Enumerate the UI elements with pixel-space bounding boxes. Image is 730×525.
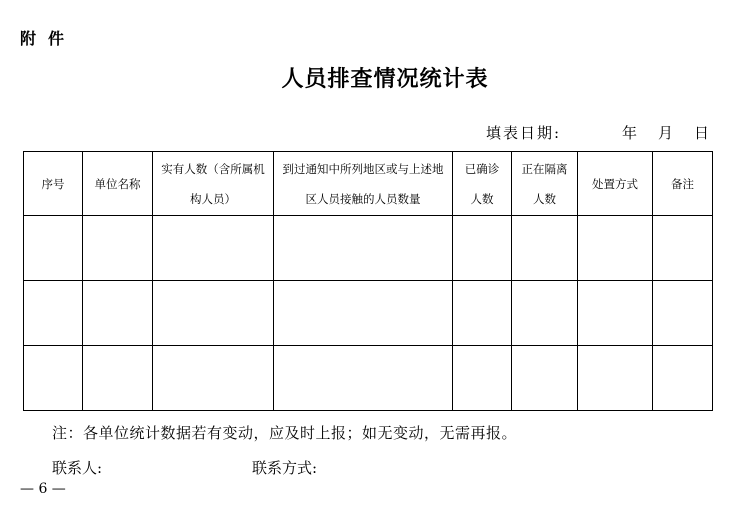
page-title: 人员排查情况统计表: [281, 66, 489, 92]
table-cell[interactable]: [512, 346, 578, 411]
table-cell[interactable]: [24, 346, 83, 411]
table-cell[interactable]: [274, 346, 453, 411]
table-cell[interactable]: [578, 216, 653, 281]
page-number: — 6 —: [20, 481, 66, 497]
table-row: [24, 346, 713, 411]
table-cell[interactable]: [83, 216, 153, 281]
contact-person-label: 联系人:: [52, 459, 103, 477]
contact-method-label: 联系方式:: [252, 459, 318, 477]
table-cell[interactable]: [453, 346, 512, 411]
table-cell[interactable]: [24, 281, 83, 346]
table-row: [24, 281, 713, 346]
header-handling-method: 处置方式: [578, 152, 653, 216]
table-cell[interactable]: [83, 346, 153, 411]
table-cell[interactable]: [274, 216, 453, 281]
table-cell[interactable]: [24, 216, 83, 281]
fill-date-row: [486, 122, 709, 143]
table-cell[interactable]: [653, 281, 713, 346]
table-cell[interactable]: [578, 281, 653, 346]
header-unit-name: 单位名称: [83, 152, 153, 216]
table-cell[interactable]: [153, 281, 274, 346]
table-row: [24, 216, 713, 281]
header-remarks: 备注: [653, 152, 713, 216]
statistics-table: [23, 151, 713, 411]
table-cell[interactable]: [153, 346, 274, 411]
table-cell[interactable]: [653, 346, 713, 411]
table-cell[interactable]: [83, 281, 153, 346]
header-contact-count: 到过通知中所列地区或与上述地区人员接触的人员数量: [274, 152, 453, 216]
date-day-label: 日: [694, 124, 710, 142]
table-header-row: [24, 152, 713, 216]
date-month-label: 月: [658, 124, 674, 142]
table-cell[interactable]: [274, 281, 453, 346]
table-cell[interactable]: [512, 216, 578, 281]
header-confirmed-count: 已确诊人数: [453, 152, 512, 216]
table-cell[interactable]: [578, 346, 653, 411]
footnote: 注：各单位统计数据若有变动，应及时上报；如无变动，无需再报。: [52, 424, 518, 442]
header-serial-number: 序号: [24, 152, 83, 216]
date-year-label: 年: [622, 124, 638, 142]
fill-date-label: 填表日期:: [486, 124, 562, 142]
attachment-label: 附件: [20, 29, 77, 48]
table-cell[interactable]: [512, 281, 578, 346]
table-cell[interactable]: [453, 281, 512, 346]
header-actual-headcount: 实有人数（含所属机构人员）: [153, 152, 274, 216]
header-quarantine-count: 正在隔离人数: [512, 152, 578, 216]
table-cell[interactable]: [453, 216, 512, 281]
table-cell[interactable]: [153, 216, 274, 281]
table-cell[interactable]: [653, 216, 713, 281]
